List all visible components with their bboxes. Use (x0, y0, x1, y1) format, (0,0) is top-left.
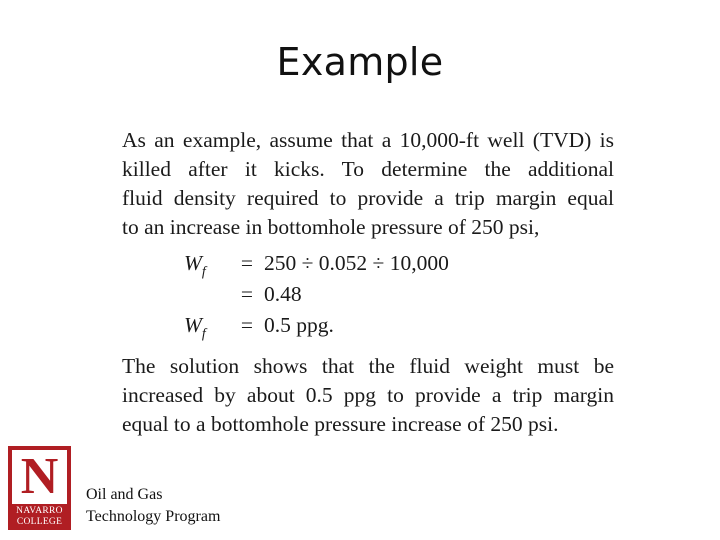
conclusion-line: increased by about 0.5 ppg to provide a trip margin (122, 383, 614, 407)
equation-row (184, 248, 614, 279)
equation-lhs: $W_f$ (184, 251, 206, 280)
intro-line: killed after it kicks. To determine the additional (122, 157, 614, 181)
equals-sign: = (240, 313, 254, 337)
intro-line: fluid density required to provide a trip margin equal (122, 186, 614, 210)
conclusion-line: equal to a bottomhole pressure increase of 250 psi. (122, 412, 559, 436)
slide-title: Example (276, 40, 444, 84)
logo-line: NAVARRO (16, 506, 63, 516)
program-line: Technology Program (86, 508, 221, 525)
equation-rhs: 250 ÷ 0.052 ÷ 10,000 (264, 251, 449, 275)
footer (8, 446, 308, 536)
example-text-block (122, 126, 614, 439)
equation-row (184, 279, 614, 310)
logo-text (8, 506, 71, 527)
equals-sign: = (240, 251, 254, 275)
logo-letter: N (20, 448, 59, 505)
equation-rhs: 0.5 ppg. (264, 313, 334, 337)
conclusion-paragraph (122, 352, 614, 439)
equation-row (184, 310, 614, 341)
logo-letter-box (12, 450, 67, 504)
intro-line: to an increase in bottomhole pressure of 250 psi, (122, 215, 540, 239)
conclusion-line: The solution shows that the fluid weight must be (122, 354, 614, 378)
equation-lhs: $W_f$ (184, 313, 206, 342)
program-name (86, 484, 220, 528)
intro-paragraph (122, 126, 614, 242)
navarro-college-logo (8, 446, 71, 530)
logo-line: COLLEGE (16, 516, 63, 527)
equation-block (184, 248, 614, 341)
equation-rhs: 0.48 (264, 282, 302, 306)
intro-line: As an example, assume that a 10,000-ft well (TVD) is (122, 128, 614, 152)
equals-sign: = (240, 282, 254, 306)
program-line: Oil and Gas (86, 486, 163, 503)
